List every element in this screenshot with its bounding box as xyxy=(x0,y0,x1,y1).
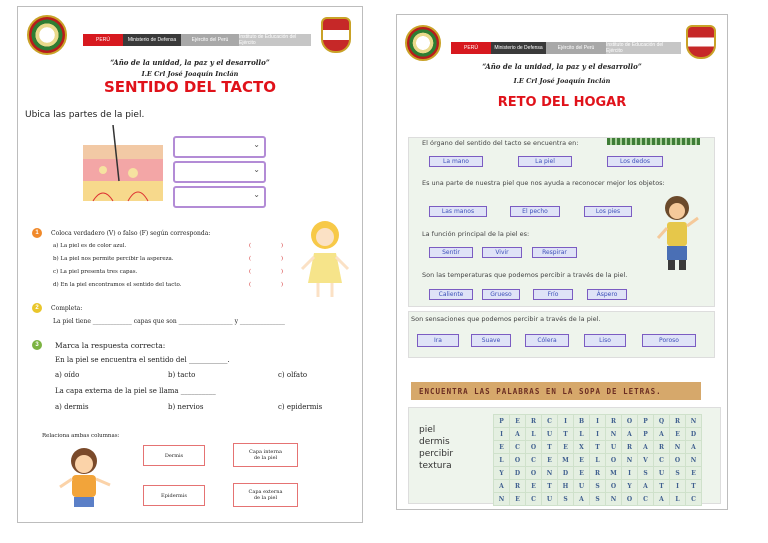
letter-cell[interactable]: U xyxy=(542,428,558,441)
nav-tab-instituto: Instituto de Educación del Ejército xyxy=(606,42,681,54)
skin-diagram-image xyxy=(73,125,173,205)
letter-cell[interactable]: N xyxy=(606,428,622,441)
letter-cell[interactable]: M xyxy=(606,467,622,480)
letter-cell[interactable]: T xyxy=(542,480,558,493)
letter-cell[interactable]: A xyxy=(494,480,510,493)
letter-cell[interactable]: R xyxy=(622,441,638,454)
letter-cell[interactable]: O xyxy=(526,467,542,480)
q1-heading: Coloca verdadero (V) o falso (F) según corresponda: xyxy=(51,230,211,237)
answer-chip[interactable]: Sentir xyxy=(429,247,473,258)
q3-option[interactable]: c) epidermis xyxy=(278,403,323,411)
letter-cell[interactable]: E xyxy=(510,415,526,428)
letter-cell[interactable]: I xyxy=(558,415,574,428)
letter-cell[interactable]: A xyxy=(654,493,670,506)
q1-item: b) La piel nos permite percibir la aspereza. ( ) xyxy=(53,256,298,262)
letter-cell[interactable]: P xyxy=(494,415,510,428)
answer-chip[interactable]: Caliente xyxy=(429,289,473,300)
wordsearch-row xyxy=(494,441,702,454)
letter-cell[interactable]: E xyxy=(670,428,686,441)
question-text: La función principal de la piel es: xyxy=(422,230,530,238)
letter-cell[interactable]: T xyxy=(686,480,702,493)
letter-cell[interactable]: A xyxy=(638,441,654,454)
letter-cell[interactable]: U xyxy=(654,467,670,480)
word-list xyxy=(419,424,453,472)
school-name: I.E Crl José Joaquín Inclán xyxy=(141,70,239,78)
letter-cell[interactable]: S xyxy=(590,493,606,506)
letter-cell[interactable]: L xyxy=(670,493,686,506)
question-text: Son las temperaturas que podemos percibir a través de la piel. xyxy=(422,271,628,279)
letter-cell[interactable]: P xyxy=(638,428,654,441)
relate-right-box[interactable]: Capa externa de la piel xyxy=(233,483,298,507)
answer-chip[interactable]: El pecho xyxy=(510,206,560,217)
relate-left-box[interactable]: Dermis xyxy=(143,445,205,466)
letter-cell[interactable]: C xyxy=(526,454,542,467)
wordsearch-row xyxy=(494,454,702,467)
nav-tab-peru: PERÚ xyxy=(451,42,491,54)
letter-cell[interactable]: C xyxy=(526,493,542,506)
letter-cell[interactable]: C xyxy=(542,415,558,428)
letter-cell[interactable]: N xyxy=(686,454,702,467)
letter-cell[interactable]: S xyxy=(590,480,606,493)
letter-cell[interactable]: T xyxy=(542,441,558,454)
letter-cell[interactable]: A xyxy=(686,441,702,454)
answer-chip[interactable]: Grueso xyxy=(482,289,520,300)
letter-cell[interactable]: A xyxy=(622,428,638,441)
question-text: Son sensaciones que podemos percibir a través de la piel. xyxy=(411,315,601,323)
letter-cell[interactable]: O xyxy=(606,480,622,493)
q1-item: a) La piel es de color azul. ( ) xyxy=(53,243,298,249)
wordsearch-grid[interactable] xyxy=(493,414,702,506)
relate-heading: Relaciona ambas columnas: xyxy=(42,433,120,439)
question-3-number: 3 xyxy=(32,340,42,350)
letter-cell[interactable]: E xyxy=(542,454,558,467)
letter-cell[interactable]: Q xyxy=(654,415,670,428)
letter-cell[interactable]: H xyxy=(558,480,574,493)
letter-cell[interactable]: E xyxy=(558,441,574,454)
letter-cell[interactable]: D xyxy=(558,467,574,480)
letter-cell[interactable]: T xyxy=(590,441,606,454)
q3-option[interactable]: a) dermis xyxy=(55,403,89,411)
letter-cell[interactable]: O xyxy=(606,454,622,467)
letter-cell[interactable]: O xyxy=(526,441,542,454)
boy-illustration xyxy=(56,443,116,513)
letter-cell[interactable]: E xyxy=(574,467,590,480)
answer-chip[interactable]: Cólera xyxy=(525,334,569,347)
letter-cell[interactable]: V xyxy=(638,454,654,467)
letter-cell[interactable]: U xyxy=(542,493,558,506)
nav-tab-instituto: Instituto de Educación del Ejército xyxy=(239,34,311,46)
school-emblem-icon xyxy=(321,17,351,53)
letter-cell[interactable]: E xyxy=(494,441,510,454)
q3-heading: Marca la respuesta correcta: xyxy=(55,341,166,350)
letter-cell[interactable]: E xyxy=(686,467,702,480)
question-text: El órgano del sentido del tacto se encuentra en: xyxy=(422,139,579,147)
letter-cell[interactable]: E xyxy=(510,493,526,506)
letter-cell[interactable]: O xyxy=(670,454,686,467)
relate-left-box[interactable]: Epidermis xyxy=(143,485,205,506)
letter-cell[interactable]: U xyxy=(606,441,622,454)
answer-chip[interactable]: Los pies xyxy=(584,206,632,217)
letter-cell[interactable]: N xyxy=(542,467,558,480)
grass-decoration xyxy=(607,138,700,145)
header-nav-bar xyxy=(83,34,311,46)
letter-cell[interactable]: I xyxy=(590,428,606,441)
question-2-number: 2 xyxy=(32,303,42,313)
letter-cell[interactable]: E xyxy=(526,480,542,493)
wordsearch-row xyxy=(494,467,702,480)
q1-item: c) La piel presenta tres capas. ( ) xyxy=(53,269,298,275)
nav-tab-peru: PERÚ xyxy=(83,34,123,46)
answer-chip[interactable]: La mano xyxy=(429,156,483,167)
nav-tab-ejercito: Ejército del Perú xyxy=(546,42,606,54)
letter-cell[interactable]: B xyxy=(574,415,590,428)
answer-chip[interactable]: Suave xyxy=(471,334,511,347)
word-item: piel xyxy=(419,425,436,435)
word-item: percibir xyxy=(419,449,454,459)
instruction: Ubica las partes de la piel. xyxy=(25,110,145,120)
letter-cell[interactable]: C xyxy=(638,493,654,506)
answer-chip[interactable]: Vivir xyxy=(482,247,522,258)
letter-cell[interactable]: P xyxy=(638,415,654,428)
q3-option[interactable]: b) nervios xyxy=(168,403,204,411)
army-crest-icon xyxy=(27,15,67,55)
relate-right-box[interactable]: Capa interna de la piel xyxy=(233,443,298,467)
letter-cell[interactable]: N xyxy=(622,454,638,467)
school-name: I.E Crl José Joaquín Inclán xyxy=(513,77,611,85)
school-emblem-icon xyxy=(686,25,716,59)
word-item: dermis xyxy=(419,437,450,447)
skin-layer-select-1[interactable] xyxy=(173,136,266,158)
wordsearch-banner: ENCUENTRA LAS PALABRAS EN LA SOPA DE LETRAS. xyxy=(411,382,701,400)
letter-cell[interactable]: N xyxy=(686,415,702,428)
nav-tab-defensa: Ministerio de Defensa xyxy=(491,42,546,54)
answer-chip[interactable]: Poroso xyxy=(642,334,696,347)
letter-cell[interactable]: L xyxy=(494,454,510,467)
letter-cell[interactable]: N xyxy=(494,493,510,506)
answer-chip[interactable]: Los dedos xyxy=(607,156,663,167)
answer-chip[interactable]: Liso xyxy=(584,334,626,347)
word-item: textura xyxy=(419,461,452,471)
page-title: RETO DEL HOGAR xyxy=(497,95,627,110)
worksheet-page-2 xyxy=(396,14,728,510)
wordsearch-row xyxy=(494,428,702,441)
letter-cell[interactable]: S xyxy=(638,467,654,480)
letter-cell[interactable]: C xyxy=(686,493,702,506)
letter-cell[interactable]: O xyxy=(622,493,638,506)
answer-chip[interactable]: La piel xyxy=(518,156,572,167)
letter-cell[interactable]: X xyxy=(574,441,590,454)
q1-item: d) En la piel encontramos el sentido del tacto. ( ) xyxy=(53,282,298,288)
letter-cell[interactable]: Y xyxy=(494,467,510,480)
answer-chip[interactable]: Las manos xyxy=(429,206,487,217)
page-title: SENTIDO DEL TACTO xyxy=(104,78,276,96)
nav-tab-defensa: Ministerio de Defensa xyxy=(123,34,181,46)
letter-cell[interactable]: R xyxy=(606,415,622,428)
letter-cell[interactable]: S xyxy=(670,467,686,480)
q2-text: La piel tiene _____________ capas que son __________________ y _______________ xyxy=(53,318,285,325)
skin-layer-select-3[interactable] xyxy=(173,186,266,208)
wordsearch-row xyxy=(494,493,702,506)
skin-layer-select-2[interactable] xyxy=(173,161,266,183)
letter-cell[interactable]: T xyxy=(558,428,574,441)
q3-option[interactable]: b) tacto xyxy=(168,371,196,379)
letter-cell[interactable]: I xyxy=(494,428,510,441)
letter-cell[interactable]: O xyxy=(510,454,526,467)
motto: “Año de la unidad, la paz y el desarrollo” xyxy=(482,62,642,71)
wordsearch-row xyxy=(494,480,702,493)
letter-cell[interactable]: T xyxy=(654,480,670,493)
letter-cell[interactable]: R xyxy=(510,480,526,493)
boy-thumbs-up-illustration xyxy=(652,192,702,274)
army-crest-icon xyxy=(405,25,441,61)
wordsearch-row xyxy=(494,415,702,428)
q3-option[interactable]: c) olfato xyxy=(278,371,308,379)
motto: “Año de la unidad, la paz y el desarrollo” xyxy=(110,58,270,67)
letter-cell[interactable]: E xyxy=(574,454,590,467)
letter-cell[interactable]: O xyxy=(622,415,638,428)
q3-sentence-1: En la piel se encuentra el sentido del ___________. xyxy=(55,356,230,364)
letter-cell[interactable]: R xyxy=(590,467,606,480)
letter-cell[interactable]: N xyxy=(670,441,686,454)
q2-heading: Completa: xyxy=(51,305,83,312)
letter-cell[interactable]: M xyxy=(558,454,574,467)
letter-cell[interactable]: D xyxy=(510,467,526,480)
letter-cell[interactable]: A xyxy=(654,428,670,441)
letter-cell[interactable]: D xyxy=(686,428,702,441)
letter-cell[interactable]: L xyxy=(574,428,590,441)
letter-cell[interactable]: C xyxy=(510,441,526,454)
nav-tab-ejercito: Ejército del Perú xyxy=(181,34,239,46)
answer-chip[interactable]: Ira xyxy=(417,334,459,347)
letter-cell[interactable]: R xyxy=(654,441,670,454)
letter-cell[interactable]: Y xyxy=(622,480,638,493)
q3-option[interactable]: a) oído xyxy=(55,371,80,379)
letter-cell[interactable]: N xyxy=(606,493,622,506)
header-nav-bar xyxy=(451,42,681,54)
question-1-number: 1 xyxy=(32,228,42,238)
answer-chip[interactable]: Respirar xyxy=(532,247,577,258)
letter-cell[interactable]: R xyxy=(670,415,686,428)
letter-cell[interactable]: I xyxy=(670,480,686,493)
letter-cell[interactable]: L xyxy=(590,454,606,467)
girl-illustration xyxy=(300,217,350,302)
question-text: Es una parte de nuestra piel que nos ayuda a reconocer mejor los objetos: xyxy=(422,179,665,187)
worksheet-page-1 xyxy=(17,6,363,523)
letter-cell[interactable]: U xyxy=(574,480,590,493)
letter-cell[interactable]: A xyxy=(574,493,590,506)
letter-cell[interactable]: A xyxy=(510,428,526,441)
letter-cell[interactable]: A xyxy=(638,480,654,493)
letter-cell[interactable]: S xyxy=(558,493,574,506)
answer-chip[interactable]: Áspero xyxy=(587,289,627,300)
letter-cell[interactable]: I xyxy=(622,467,638,480)
letter-cell[interactable]: C xyxy=(654,454,670,467)
letter-cell[interactable]: I xyxy=(590,415,606,428)
answer-chip[interactable]: Frío xyxy=(533,289,573,300)
letter-cell[interactable]: R xyxy=(526,415,542,428)
q3-sentence-2: La capa externa de la piel se llama __________ xyxy=(55,387,216,395)
letter-cell[interactable]: L xyxy=(526,428,542,441)
